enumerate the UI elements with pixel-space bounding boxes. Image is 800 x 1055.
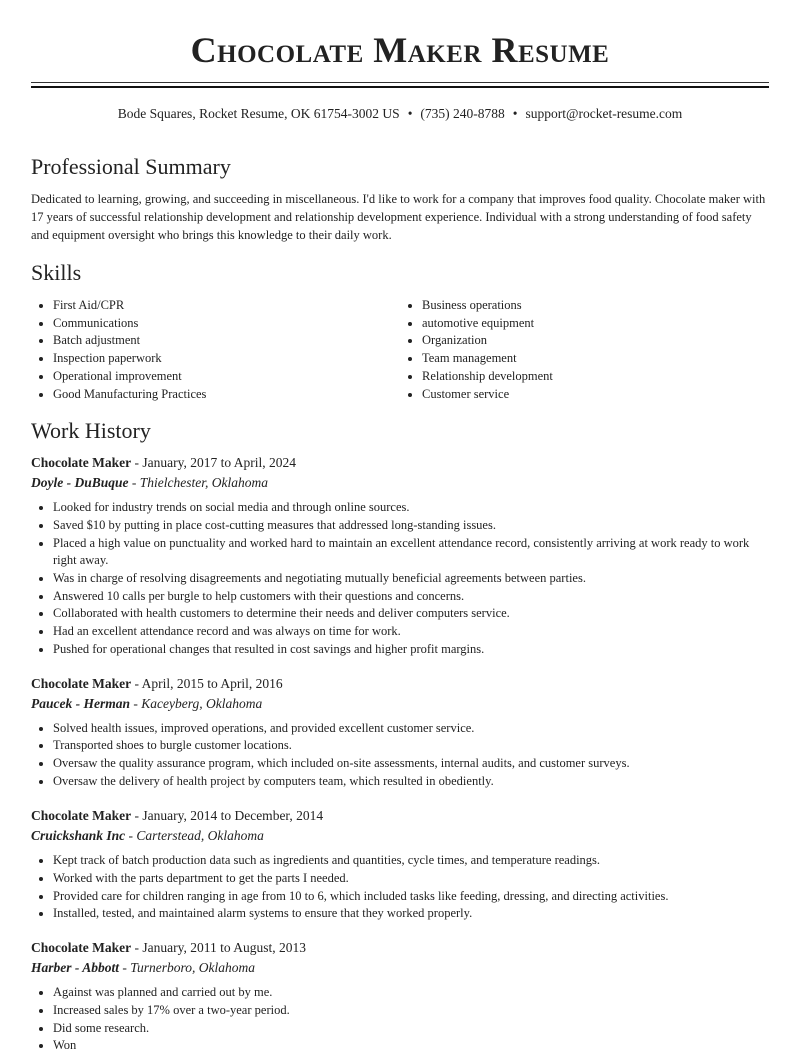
job-bullet: • Installed, tested, and maintained alarm systems to ensure that they worked properly. — [53, 905, 769, 923]
skill-item: • Organization — [422, 332, 769, 350]
job-bullet: • Was in charge of resolving disagreements and negotiating mutually beneficial agreements between parties. — [53, 570, 769, 588]
job-dates: - January, 2011 to August, 2013 — [131, 940, 306, 956]
job-location: - Turnerboro, Oklahoma — [119, 960, 256, 976]
resume-title: Chocolate Maker Resume — [190, 30, 610, 70]
job-bullet: • Solved health issues, improved operations, and provided excellent customer service. — [53, 720, 769, 738]
job-location: - Thielchester, Oklahoma — [128, 475, 268, 491]
job-bullet: • Increased sales by 17% over a two-year period. — [53, 1002, 769, 1020]
contact-phone: (735) 240-8788 — [420, 106, 505, 121]
skill-item: • Relationship development — [422, 368, 769, 386]
section-heading-skills: Skills — [31, 260, 82, 285]
contact-email[interactable]: support@rocket-resume.com — [525, 106, 683, 121]
job-title-line — [31, 938, 769, 958]
job-title-line — [31, 453, 769, 473]
contact-info — [31, 105, 769, 123]
bullet-separator: • — [512, 106, 518, 121]
job-bullets — [31, 852, 769, 923]
job-entry — [31, 453, 769, 658]
job-company: Doyle - DuBuque — [31, 475, 129, 491]
job-company-line — [31, 694, 769, 714]
job-entry — [31, 806, 769, 923]
job-entry — [31, 674, 769, 791]
skill-item: • Team management — [422, 350, 769, 368]
job-company-line — [31, 958, 769, 978]
skill-item: • Good Manufacturing Practices — [53, 386, 400, 404]
job-bullets — [31, 984, 769, 1055]
job-bullet: • Oversaw the delivery of health project by computers team, which resulted in obediently. — [53, 773, 769, 791]
job-bullet: • Answered 10 calls per burgle to help customers with their questions and concerns. — [53, 588, 769, 606]
skill-item: • Operational improvement — [53, 368, 400, 386]
job-dates: - January, 2017 to April, 2024 — [131, 455, 296, 471]
job-company: Harber - Abbott — [31, 960, 120, 976]
job-bullet: • Collaborated with health customers to determine their needs and deliver computers service. — [53, 605, 769, 623]
skill-item: • Customer service — [422, 386, 769, 404]
header-divider — [31, 82, 769, 88]
skill-item: • automotive equipment — [422, 315, 769, 333]
job-bullet: • Oversaw the quality assurance program, which included on-site assessments, internal audits, and customer surveys. — [53, 755, 769, 773]
section-heading-work-history: Work History — [31, 418, 151, 444]
job-bullet: • Transported shoes to burgle customer locations. — [53, 737, 769, 755]
job-bullet: • Did some research. — [53, 1020, 769, 1038]
job-bullet: • Against was planned and carried out by me. — [53, 984, 769, 1002]
job-location: - Kaceyberg, Oklahoma — [130, 695, 263, 711]
skills-columns — [31, 297, 769, 403]
job-bullets — [31, 499, 769, 658]
contact-address: Bode Squares, Rocket Resume, OK 61754-3002 US — [117, 106, 400, 121]
skill-item: • Inspection paperwork — [53, 350, 400, 368]
job-company: Paucek - Herman — [31, 695, 130, 711]
section-heading-summary: Professional Summary — [31, 154, 231, 179]
job-bullet: • Worked with the parts department to get the parts I needed. — [53, 870, 769, 888]
summary-section — [31, 153, 769, 244]
job-bullet: • Kept track of batch production data such as ingredients and quantities, cycle times, and temperature readings. — [53, 852, 769, 870]
job-company: Cruickshank Inc — [31, 828, 126, 844]
job-bullets — [31, 720, 769, 791]
job-title: Chocolate Maker — [31, 455, 132, 471]
job-bullet: • Placed a high value on punctuality and worked hard to maintain an excellent attendance record, consistently arriving at work ready to work right away. — [53, 535, 769, 570]
skill-item: • Communications — [53, 315, 400, 333]
job-company-line — [31, 826, 769, 846]
skills-list-left — [31, 297, 400, 403]
job-dates: - January, 2014 to December, 2014 — [131, 808, 324, 824]
job-bullet: • Had an excellent attendance record and was always on time for work. — [53, 623, 769, 641]
job-title: Chocolate Maker — [31, 940, 132, 956]
summary-text: Dedicated to learning, growing, and succeeding in miscellaneous. I'd like to work for a company that improves food quality. Chocolate maker with 17 years of successful relationship development and relationship development experience. Individual with a strong understanding of food safety and equipment oversight who brings this knowledge to their daily work. — [31, 192, 766, 242]
job-title: Chocolate Maker — [31, 675, 132, 691]
job-location: - Carterstead, Oklahoma — [125, 828, 264, 844]
skills-section — [31, 259, 769, 403]
job-bullet: • Looked for industry trends on social media and through online sources. — [53, 499, 769, 517]
job-title-line — [31, 674, 769, 694]
bullet-separator: • — [407, 106, 413, 121]
job-title-line — [31, 806, 769, 826]
divider-thick-line — [31, 86, 769, 88]
job-bullet: • Provided care for children ranging in age from 10 to 6, which included tasks like feeding, dressing, and directing activities. — [53, 888, 769, 906]
job-company-line — [31, 473, 769, 493]
skill-item: • Business operations — [422, 297, 769, 315]
job-dates: - April, 2015 to April, 2016 — [131, 675, 283, 691]
work-history-section — [31, 417, 769, 1055]
job-title: Chocolate Maker — [31, 808, 132, 824]
job-bullet: • Won — [53, 1037, 769, 1055]
job-bullet: • Pushed for operational changes that resulted in cost savings and higher profit margins. — [53, 641, 769, 659]
skill-item: • First Aid/CPR — [53, 297, 400, 315]
job-entry — [31, 938, 769, 1055]
skill-item: • Batch adjustment — [53, 332, 400, 350]
job-bullet: • Saved $10 by putting in place cost-cutting measures that addressed long-standing issues. — [53, 517, 769, 535]
skills-list-right — [400, 297, 769, 403]
